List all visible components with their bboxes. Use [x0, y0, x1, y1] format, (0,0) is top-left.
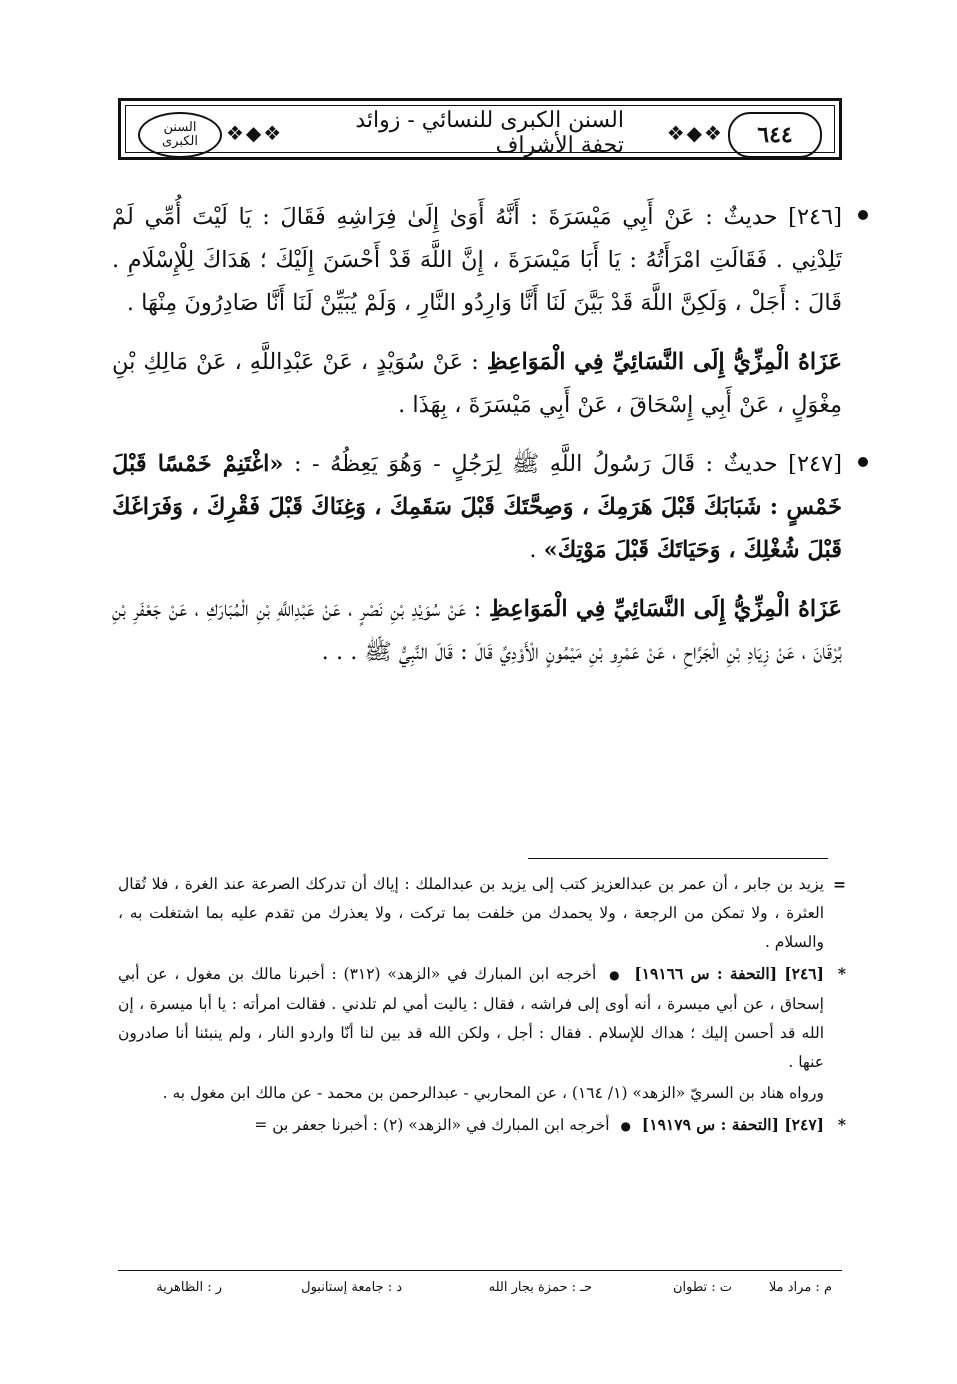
seal-text: السنن — [163, 120, 197, 135]
footnote-text: أخرجه ابن المبارك في «الزهد» (٢) : أخبرنا جعفر بن = — [254, 1116, 610, 1134]
ornament-icon: ❖◆❖ — [666, 121, 724, 145]
siglum-t: ت : تطوان — [672, 1280, 732, 1295]
attribution-text: : عَنْ سُوَيْدِ بْنِ نَصْرٍ ، عَنْ عَبْدِاللَّهِ بْنِ الْمُبَارَكِ ، عَنْ جَعْفَرِ بْنِ بُرْقَانَ ، عَنْ زِيَادِ بْنِ الْجَرَّاحِ ، عَنْ عَمْرِو بْنِ مَيْمُونٍ الْأَوْدِيِّ قَالَ : قَالَ النَّبِيُّ ﷺ . . . — [112, 596, 842, 665]
siglum-d: د : جامعة إستانبول — [301, 1280, 402, 1295]
page-number: ٦٤٤ — [728, 112, 822, 158]
footnote-mark: * — [837, 964, 846, 983]
ornament-icon: ❖◆❖ — [226, 121, 284, 145]
bullet-icon: ● — [609, 968, 622, 982]
hadith-end: . — [529, 537, 544, 563]
footnote-continued — [118, 870, 846, 957]
hadith-247 — [112, 443, 842, 572]
bullet-icon: ● — [620, 1119, 631, 1133]
footnote-ref: [٢٤٧] [التحفة : س ١٩١٧٩] — [641, 1115, 824, 1134]
footnote-mark: * — [837, 1115, 846, 1134]
main-text — [112, 196, 842, 690]
hadith-text: [٢٤٦] حديثٌ : عَنْ أَبِي مَيْسَرَةَ : أَنَّهُ أَوَىٰ إِلَىٰ فِرَاشِهِ فَقَالَ : يَا لَيْتَ أُمِّي لَمْ تَلِدْنِي . فَقَالَتِ امْرَأَتُهُ : يَا أَبَا مَيْسَرَةَ ، إِنَّ اللَّهَ قَدْ أَحْسَنَ إِلَيْكَ ؛ هَدَاكَ لِلْإِسْلَامِ . قَالَ : أَجَلْ ، وَلَكِنَّ اللَّهَ قَدْ بَيَّنَ لَنَا أَنَّا وَارِدُو النَّارِ ، وَلَمْ يُبَيِّنْ لَنَا أَنَّا صَادِرُونَ مِنْهَا . — [112, 204, 842, 316]
attribution-lead: عَزَاهُ الْمِزِّيُّ إِلَى النَّسَائِيِّ فِي الْمَوَاعِظِ — [486, 349, 842, 375]
manuscript-sigla-footer — [118, 1276, 842, 1304]
attribution-lead: عَزَاهُ الْمِزِّيُّ إِلَى النَّسَائِيِّ فِي الْمَوَاعِظِ — [488, 596, 843, 622]
bullet-icon — [858, 210, 868, 220]
attribution-246 — [112, 341, 842, 427]
book-seal-logo — [138, 112, 222, 158]
footnote-mark: = — [833, 875, 846, 894]
footnotes — [118, 870, 846, 1143]
running-title: السنن الكبرى للنسائي - زوائد تحفة الأشراف — [355, 108, 624, 158]
page-header — [118, 98, 842, 160]
bullet-icon — [858, 457, 868, 467]
footer-separator — [118, 1270, 842, 1271]
footnote-ref: [٢٤٦] [التحفة : س ١٩١٦٦] — [634, 964, 824, 983]
seal-text: الكبرى — [161, 134, 199, 149]
footnote-246-extra — [118, 1079, 842, 1108]
footnote-text: يزيد بن جابر ، أن عمر بن عبدالعزيز كتب إلى يزيد بن عبدالملك : إياك أن تدركك الصرعة عند الغرة ، فلا تُقال العثرة ، ولا تمكن من الرجعة ، ولا يحمدك من خلفت بما تركت ، ولا يعذرك من تقدم عليه بما اشتغلت به ، والسلام . — [118, 875, 824, 951]
hadith-quote: «اغْتَنِمْ خَمْسًا قَبْلَ خَمْسٍ : شَبَابَكَ قَبْلَ هَرَمِكَ ، وَصِحَّتَكَ قَبْلَ سَقَمِكَ ، وَغِنَاكَ قَبْلَ فَقْرِكَ ، وَفَرَاغَكَ قَبْلَ شُغْلِكَ ، وَحَيَاتَكَ قَبْلَ مَوْتِكَ» — [112, 451, 842, 563]
header-frame — [125, 105, 835, 158]
footnote-246 — [118, 959, 846, 1077]
siglum-r: ر : الظاهرية — [156, 1280, 222, 1295]
attribution-247 — [112, 588, 842, 674]
footnote-text: أخرجه ابن المبارك في «الزهد» (٣١٢) : أخبرنا مالك بن مغول ، عن أبي إسحاق ، عن أبي ميسرة ، أنه أوى إلى فراشه ، فقال : ياليت أمي لم تلدني . فقالت امرأته : يا أبا ميسرة ، إن الله قد أحسن إليك ؛ هداك للإسلام . فقال : أجل ، ولكن الله قد بين لنا أنّا واردو النار ، ولم ينبئنا أنا صادرون عنها . — [118, 965, 824, 1071]
siglum-m: م : مراد ملا — [768, 1280, 832, 1295]
footnote-separator — [528, 858, 828, 859]
attribution-text: : عَنْ سُوَيْدٍ ، عَنْ عَبْدِاللَّهِ ، عَنْ مَالِكِ بْنِ مِغْوَلٍ ، عَنْ أَبِي إِسْحَاقَ ، عَنْ أَبِي مَيْسَرَةَ ، بِهَذَا . — [112, 349, 842, 418]
siglum-h: حـ : حمزة بجار الله — [488, 1280, 592, 1295]
hadith-246 — [112, 196, 842, 325]
footnote-text: ورواه هناد بن السريّ «الزهد» (١/ ١٦٤) ، عن المحاربي - عبدالرحمن بن محمد - عن مالك ابن مغول به . — [162, 1084, 824, 1102]
footnote-247 — [118, 1110, 846, 1141]
hadith-intro: [٢٤٧] حديثٌ : قَالَ رَسُولُ اللَّهِ ﷺ لِرَجُلٍ - وَهُوَ يَعِظُهُ - : — [283, 451, 842, 477]
